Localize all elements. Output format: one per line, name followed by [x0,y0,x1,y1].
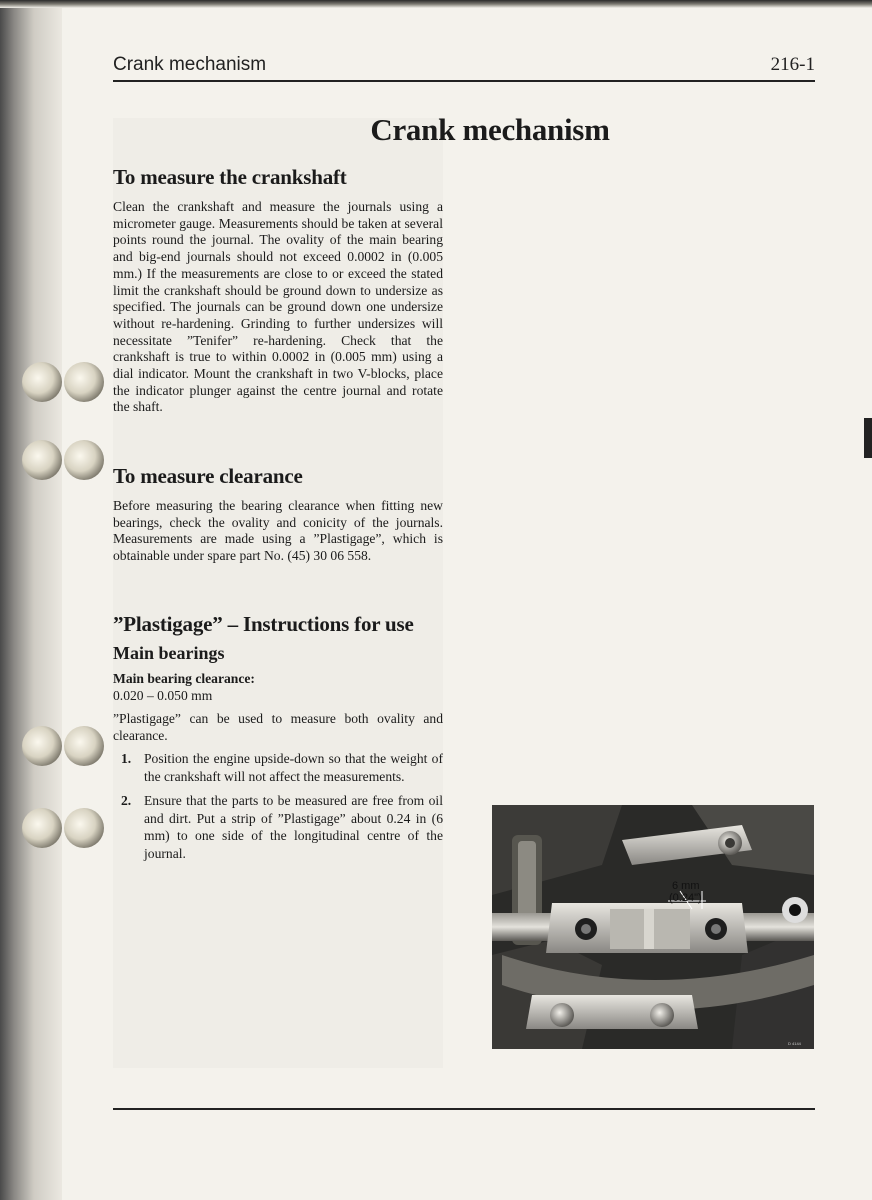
figure-code: D 4144 [788,1041,801,1046]
step-number: 1. [121,751,132,767]
photo-illustration [492,805,814,1049]
crankshaft-bearing-photo [492,805,814,1049]
step-text: Position the engine upside-down so that the weight of the crankshaft will not affect the measurements. [144,751,443,784]
punch-hole [22,440,62,480]
main-bearings-subheading: Main bearings [113,643,225,663]
punch-hole [22,808,62,848]
top-edge [0,0,872,8]
figure-label-in: (0.24") [669,892,702,904]
clearance-value: 0.020 – 0.050 mm [113,688,213,703]
punch-hole [22,362,62,402]
punch-hole [64,362,104,402]
header-page-number: 216-1 [770,54,815,75]
header-section-title: Crank mechanism [113,54,267,75]
punch-hole [64,808,104,848]
crankshaft-body: Clean the crankshaft and measure the journals using a micrometer gauge. Measurements should be taken at several points round the journal. The ovality of the main bearing and big-end journals should not exceed 0.0002 in (0.005 mm.) If the measurements are close to or exceed the stated limit the crankshaft should be ground down to undersize as specified. The journals can be ground down one undersize without re-hardening. Grinding to further undersizes will necessitate ”Tenifer” re-hardening. Check that the crankshaft is true to within 0.0002 in (0.005 mm) using a dial indicator. Mount the crankshaft in two V-blocks, place the indicator plunger against the centre journal and rotate the shaft. [113,199,443,415]
step-item [113,750,443,785]
clearance-heading: To measure clearance [113,464,303,488]
clearance-label: Main bearing clearance: [113,671,255,686]
plastigage-intro: ”Plastigage” can be used to measure both ovality and clearance. [113,711,443,743]
page-title: Crank mechanism [370,112,610,147]
section-tab-marker [864,418,872,458]
crankshaft-heading: To measure the crankshaft [113,165,347,189]
punch-hole [22,726,62,766]
binding-shadow [0,0,62,1200]
step-item [113,792,443,862]
section-measure-clearance [113,464,443,565]
bleed-through-text [478,180,818,340]
page-header [113,52,815,82]
section-plastigage [113,612,443,862]
clearance-body: Before measuring the bearing clearance when fitting new bearings, check the ovality and conicity of the journals. Measurements are made using a ”Plastigage”, which is obtainable under spare part No. (45) 30 06 558. [113,498,443,564]
figure-label-mm: 6 mm [672,880,700,892]
step-number: 2. [121,793,132,809]
step-text: Ensure that the parts to be measured are free from oil and dirt. Put a strip of ”Plastigage” about 0.24 in (6 mm) to one side of the longitudinal centre of the journal. [144,793,443,861]
plastigage-heading: ”Plastigage” – Instructions for use [113,612,414,636]
footer-rule [113,1108,815,1110]
punch-hole [64,726,104,766]
punch-hole [64,440,104,480]
section-measure-crankshaft [113,165,443,416]
